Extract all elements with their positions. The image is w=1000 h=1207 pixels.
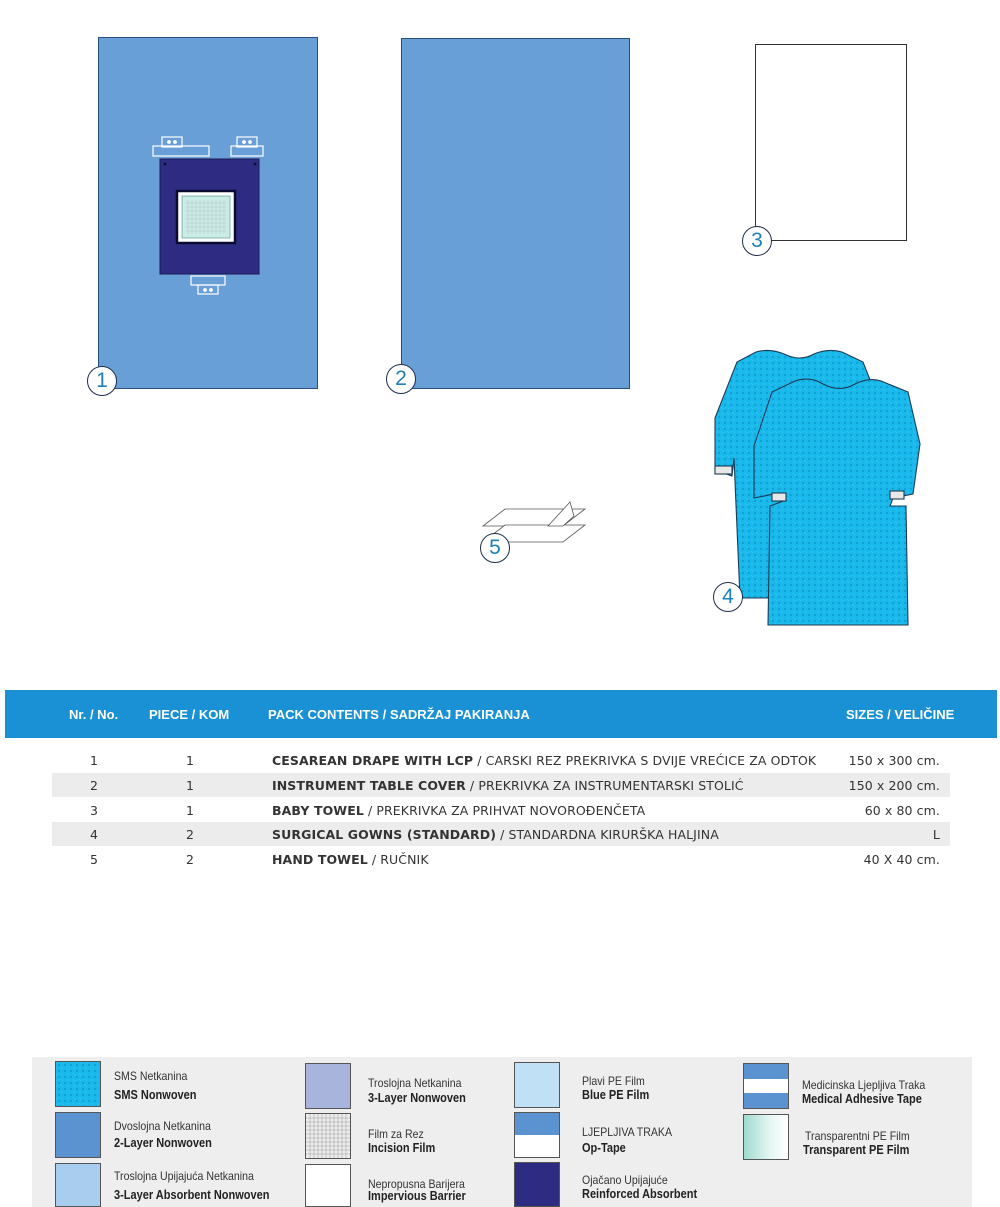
legend-label-local: Troslojna Upijajuća Netkanina: [114, 1169, 254, 1183]
legend-label-english: Medical Adhesive Tape: [802, 1092, 922, 1106]
legend-label-local: Transparentni PE Film: [805, 1129, 910, 1143]
baby-towel-illustration: [755, 44, 907, 241]
table-row: [52, 748, 950, 772]
cell-size: L: [932, 827, 940, 842]
swatch-impervious-barrier: [305, 1164, 351, 1207]
item-number-1: 1: [87, 366, 117, 396]
item-name: HAND TOWEL: [272, 852, 368, 867]
legend-label-local: Ojačano Upijajuće: [582, 1173, 668, 1187]
table-row: [52, 847, 950, 871]
item-translation: / STANDARDNA KIRURŠKA HALJINA: [496, 827, 719, 842]
legend-label-english: Blue PE Film: [582, 1088, 650, 1102]
item-translation: / PREKRIVKA ZA PRIHVAT NOVOROĐENČETA: [363, 803, 646, 818]
cell-pieces: 2: [186, 852, 195, 867]
cell-pieces: 2: [186, 827, 195, 842]
swatch-incision-film: [305, 1113, 351, 1159]
legend-label-english: 2-Layer Nonwoven: [114, 1136, 212, 1150]
legend-label-english: 3-Layer Absorbent Nonwoven: [114, 1188, 270, 1202]
swatch-medical-adhesive-tape: [743, 1063, 789, 1109]
cell-contents: [272, 827, 719, 842]
item-translation: / RUČNIK: [367, 852, 429, 867]
cell-contents: [272, 778, 744, 793]
table-row: [52, 798, 950, 822]
cell-size: 40 X 40 cm.: [863, 852, 940, 867]
cell-number: 4: [90, 827, 99, 842]
item-number-2: 2: [386, 364, 416, 394]
cesarean-drape-illustration: [98, 37, 318, 389]
cell-pieces: 1: [186, 803, 195, 818]
swatch-transparent-pe-film: [743, 1114, 789, 1160]
item-translation: / PREKRIVKA ZA INSTRUMENTARSKI STOLIĆ: [465, 778, 744, 793]
item-name: INSTRUMENT TABLE COVER: [272, 778, 466, 793]
cell-contents: [272, 753, 816, 768]
legend-label-local: Troslojna Netkanina: [368, 1076, 462, 1090]
swatch-reinforced-absorbent: [514, 1162, 560, 1207]
legend-label-local: LJEPLJIVA TRAKA: [582, 1125, 673, 1139]
item-number-4: 4: [713, 582, 743, 612]
item-name: SURGICAL GOWNS (STANDARD): [272, 827, 497, 842]
swatch-3-layer-absorbent-nonwoven: [55, 1163, 101, 1207]
cell-number: 2: [90, 778, 99, 793]
cell-pieces: 1: [186, 753, 195, 768]
sms-texture: [56, 1062, 100, 1106]
legend-label-local: Dvoslojna Netkanina: [114, 1119, 211, 1133]
op-tape-strip: [515, 1113, 559, 1135]
adhesive-tape-bottom: [744, 1093, 788, 1108]
swatch-op-tape: [514, 1112, 560, 1158]
cell-number: 3: [90, 803, 99, 818]
legend-label-local: Plavi PE Film: [582, 1074, 645, 1088]
header-contents: PACK CONTENTS / SADRŽAJ PAKIRANJA: [268, 707, 530, 722]
item-name: BABY TOWEL: [272, 803, 364, 818]
instrument-table-cover-illustration: [401, 38, 630, 389]
cesarean-drape-details: [99, 38, 319, 390]
legend-label-english: 3-Layer Nonwoven: [368, 1091, 466, 1105]
legend-label-local: SMS Netkanina: [114, 1069, 188, 1083]
header-piece: PIECE / KOM: [149, 707, 230, 722]
cell-size: 150 x 300 cm.: [848, 753, 940, 768]
cell-number: 5: [90, 852, 99, 867]
tube-holder-left: [153, 137, 209, 156]
header-sizes: SIZES / VELIČINE: [846, 707, 955, 722]
material-legend: [32, 1057, 972, 1207]
swatch-blue-pe-film: [514, 1062, 560, 1108]
item-number-3: 3: [742, 226, 772, 256]
cell-size: 150 x 200 cm.: [848, 778, 940, 793]
adhesive-tape-top: [744, 1064, 788, 1079]
cell-pieces: 1: [186, 778, 195, 793]
swatch-sms-nonwoven: [55, 1061, 101, 1107]
tube-holder-bottom: [191, 276, 225, 294]
legend-label-english: Impervious Barrier: [368, 1189, 466, 1203]
incision-grid-texture: [306, 1114, 350, 1158]
legend-label-english: Reinforced Absorbent: [582, 1187, 698, 1201]
item-number-5: 5: [480, 533, 510, 563]
surgical-gowns-illustration: [710, 348, 925, 630]
cell-contents: [272, 803, 645, 818]
item-translation: / CARSKI REZ PREKRIVKA S DVIJE VREĆICE ZA ODTOK: [473, 753, 817, 768]
legend-label-local: Medicinska Ljepljiva Traka: [802, 1078, 926, 1092]
table-row: [52, 773, 950, 797]
legend-label-local: Nepropusna Barijera: [368, 1177, 465, 1191]
table-row: [52, 822, 950, 846]
tube-holder-right: [231, 137, 263, 156]
legend-label-english: Op-Tape: [582, 1141, 626, 1155]
swatch-3-layer-nonwoven: [305, 1063, 351, 1109]
legend-label-local: Film za Rez: [368, 1127, 424, 1141]
cell-size: 60 x 80 cm.: [864, 803, 940, 818]
legend-label-english: Incision Film: [368, 1141, 436, 1155]
pack-contents-table-header: [5, 690, 997, 738]
header-number: Nr. / No.: [69, 707, 119, 722]
cell-contents: [272, 852, 429, 867]
cell-number: 1: [90, 753, 99, 768]
swatch-2-layer-nonwoven: [55, 1112, 101, 1158]
legend-label-english: SMS Nonwoven: [114, 1088, 197, 1102]
item-name: CESAREAN DRAPE WITH LCP: [272, 753, 474, 768]
legend-label-english: Transparent PE Film: [803, 1143, 910, 1157]
